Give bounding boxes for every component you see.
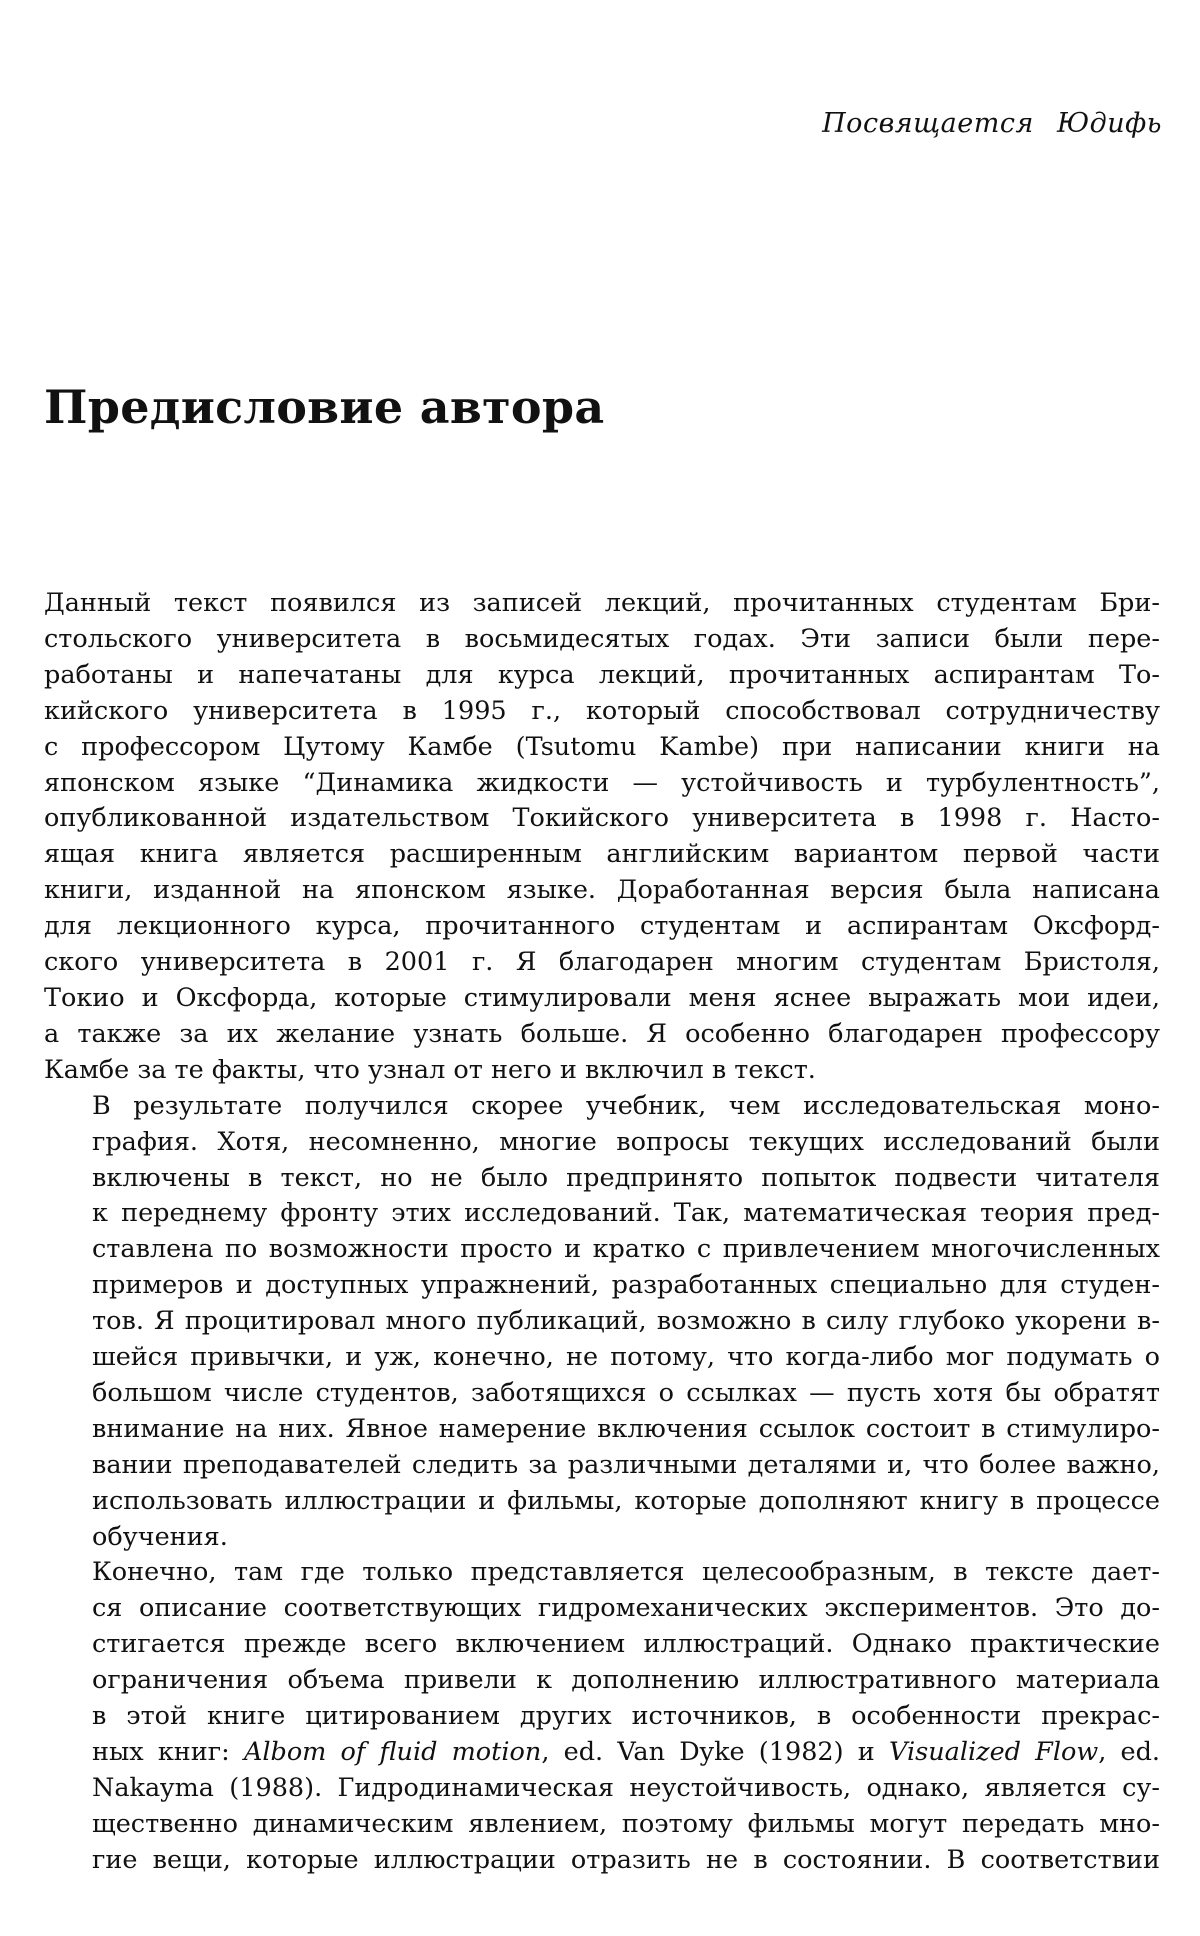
text-line: кийского университета в 1995 г., который способствовал сотрудничеству bbox=[44, 695, 1160, 726]
text-line: внимание на них. Явное намерение включения ссылок состоит в стимулиро- bbox=[92, 1413, 1160, 1444]
text-line: стольского университета в восьмидесятых годах. Эти записи были пере- bbox=[44, 623, 1160, 654]
text-line: к переднему фронту этих исследований. Так, математическая теория пред- bbox=[92, 1198, 1160, 1229]
text-line: ся описание соответствующих гидромеханических экспериментов. Это до- bbox=[92, 1593, 1160, 1624]
text-line: японском языке “Динамика жидкости — устойчивость и турбулентность”, bbox=[44, 767, 1160, 798]
text-line: большом числе студентов, заботящихся о ссылках — пусть хотя бы обратят bbox=[92, 1377, 1160, 1408]
text-line: книги, изданной на японском языке. Доработанная версия была написана bbox=[44, 875, 1160, 906]
text-line: гие вещи, которые иллюстрации отразить не в состоянии. В соответствии bbox=[92, 1844, 1160, 1875]
text-line: Токио и Оксфорда, которые стимулировали меня яснее выражать мои идеи, bbox=[44, 982, 1160, 1013]
text-fragment: ных книг: bbox=[92, 1737, 244, 1767]
page-title: Предисловие автора bbox=[44, 380, 605, 434]
text-line: для лекционного курса, прочитанного студентам и аспирантам Оксфорд- bbox=[44, 911, 1160, 942]
text-line: использовать иллюстрации и фильмы, которые дополняют книгу в процессе bbox=[92, 1485, 1160, 1516]
paragraph-1 bbox=[44, 586, 1160, 1089]
book-title: Albom of fluid motion bbox=[243, 1737, 542, 1767]
text-line: Камбе за те факты, что узнал от него и включил в текст. bbox=[44, 1054, 816, 1085]
text-line: В результате получился скорее учебник, чем исследовательская моно- bbox=[92, 1090, 1160, 1121]
text-line: Данный текст появился из записей лекций, прочитанных студентам Бри- bbox=[44, 588, 1160, 618]
text-line: графия. Хотя, несомненно, многие вопросы текущих исследований были bbox=[92, 1126, 1160, 1157]
text-line: ящая книга является расширенным английским вариантом первой части bbox=[44, 839, 1160, 870]
text-fragment: , ed. bbox=[1098, 1737, 1161, 1767]
text-line: ского университета в 2001 г. Я благодарен многим студентам Бристоля, bbox=[44, 947, 1160, 978]
text-line: опубликованной издательством Токийского университета в 1998 г. Насто- bbox=[44, 803, 1160, 834]
text-line: тов. Я процитировал много публикаций, возможно в силу глубоко укорени в- bbox=[92, 1306, 1160, 1337]
text-line: работаны и напечатаны для курса лекций, прочитанных аспирантам То- bbox=[44, 659, 1160, 690]
paragraph-3 bbox=[44, 1555, 1160, 1878]
text-line: вании преподавателей следить за различными деталями и, что более важно, bbox=[92, 1449, 1160, 1480]
text-line: включены в текст, но не было предпринято попыток подвести читателя bbox=[92, 1162, 1160, 1193]
book-title: Visualized Flow bbox=[888, 1737, 1099, 1767]
text-line: в этой книге цитированием других источников, в особенности прекрас- bbox=[92, 1701, 1160, 1732]
text-line: с профессором Цутому Камбе (Tsutomu Kambe) при написании книги на bbox=[44, 731, 1160, 762]
text-line: Nakayma (1988). Гидродинамическая неустойчивость, однако, является су- bbox=[92, 1772, 1160, 1803]
text-line: стигается прежде всего включением иллюстраций. Однако практические bbox=[92, 1629, 1160, 1660]
text-line: обучения. bbox=[92, 1521, 228, 1552]
text-line: а также за их желание узнать больше. Я особенно благодарен профессору bbox=[44, 1018, 1160, 1049]
text-line: щественно динамическим явлением, поэтому фильмы могут передать мно- bbox=[92, 1808, 1160, 1839]
text-fragment: , ed. Van Dyke (1982) и bbox=[541, 1737, 889, 1767]
dedication: Посвящается Юдифь bbox=[822, 108, 1162, 139]
paragraph-2 bbox=[44, 1089, 1160, 1556]
body-text bbox=[44, 586, 1160, 1879]
text-line: ограничения объема привели к дополнению иллюстративного материала bbox=[92, 1665, 1160, 1696]
text-line: примеров и доступных упражнений, разработанных специально для студен- bbox=[92, 1270, 1160, 1301]
text-line-with-titles bbox=[44, 1735, 1160, 1771]
text-line: Конечно, там где только представляется целесообразным, в тексте дает- bbox=[92, 1557, 1160, 1588]
text-line: ставлена по возможности просто и кратко с привлечением многочисленных bbox=[92, 1234, 1160, 1265]
text-line: шейся привычки, и уж, конечно, не потому, что когда-либо мог подумать о bbox=[92, 1342, 1160, 1373]
